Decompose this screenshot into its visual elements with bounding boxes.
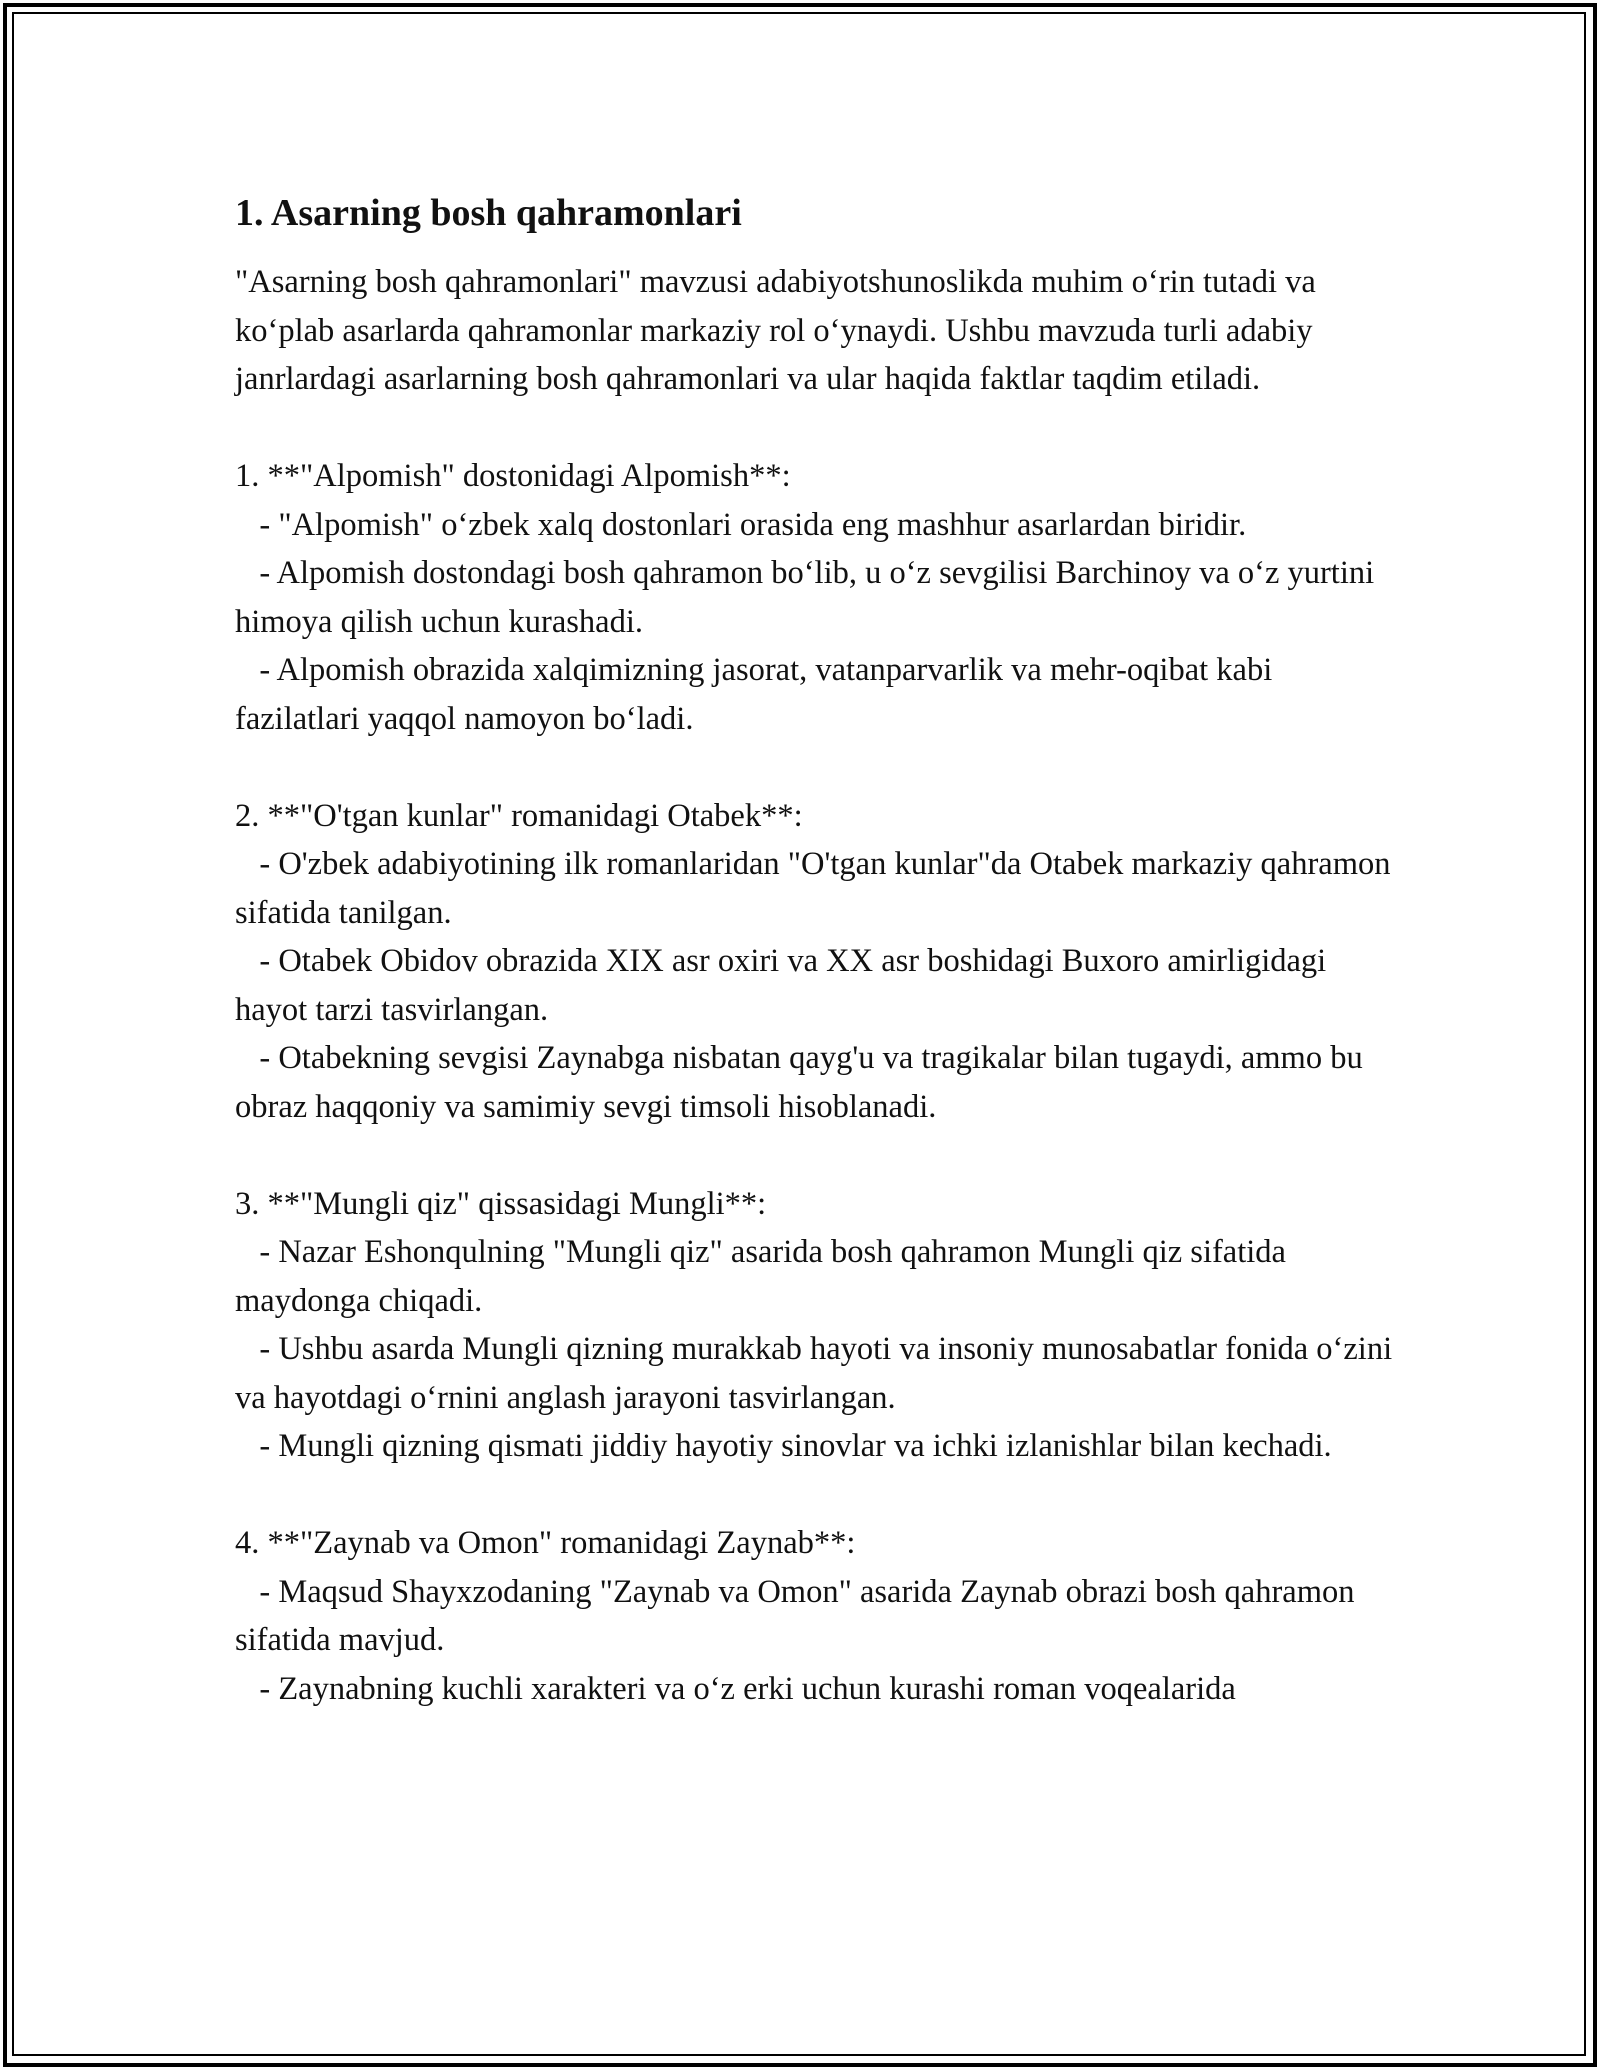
section-item: - Zaynabning kuchli xarakteri va o‘z erki uchun kurashi roman voqealarida [235, 1670, 1236, 1707]
document-body [235, 188, 1401, 1713]
section-heading: 3. **"Mungli qiz" qissasidagi Mungli**: [235, 1185, 767, 1222]
section-heading: 1. **"Alpomish" dostonidagi Alpomish**: [235, 458, 791, 494]
section-1 [235, 404, 1395, 744]
spacer [235, 404, 1395, 453]
section-item: - Nazar Eshonqulning "Mungli qiz" asarida bosh qahramon Mungli qiz sifatida maydonga chiqadi. [235, 1234, 1295, 1319]
spacer [235, 1131, 1395, 1180]
section-item: - Otabekning sevgisi Zaynabga nisbatan qayg'u va tragikalar bilan tugaydi, ammo bu obraz haqqoniy va samimiy sevgi timsoli hisoblanadi. [235, 1040, 1371, 1125]
section-4 [235, 1471, 1395, 1714]
spacer [235, 1471, 1395, 1520]
document-title: 1. Asarning bosh qahramonlari [235, 192, 742, 234]
section-heading: 4. **"Zaynab va Omon" romanidagi Zaynab**: [235, 1525, 856, 1561]
intro-paragraph: "Asarning bosh qahramonlari" mavzusi adabiyotshunoslikda muhim o‘rin tutadi va ko‘plab asarlarda qahramonlar markaziy rol o‘ynaydi. Ushbu mavzuda turli adabiy janrlardagi asarlarning bosh qahramonlari va ular haqida faktlar taqdim etiladi. [235, 264, 1316, 397]
section-3 [235, 1131, 1401, 1471]
section-item: - Mungli qizning qismati jiddiy hayotiy sinovlar va ichki izlanishlar bilan kechadi. [235, 1428, 1332, 1464]
section-item: - Ushbu asarda Mungli qizning murakkab hayoti va insoniy munosabatlar fonida o‘zini va hayotdagi o‘rnini anglash jarayoni tasvirlangan. [235, 1331, 1401, 1416]
section-item: - "Alpomish" o‘zbek xalq dostonlari orasida eng mashhur asarlardan biridir. [235, 506, 1247, 543]
section-item: - Maqsud Shayxzodaning "Zaynab va Omon" asarida Zaynab obrazi bosh qahramon sifatida mavjud. [235, 1573, 1363, 1658]
section-2 [235, 743, 1399, 1131]
section-heading: 2. **"O'tgan kunlar" romanidagi Otabek**: [235, 797, 803, 834]
section-item: - O'zbek adabiyotining ilk romanlaridan "O'tgan kunlar"da Otabek markaziy qahramon sifatida tanilgan. [235, 846, 1399, 931]
section-item: - Otabek Obidov obrazida XIX asr oxiri va XX asr boshidagi Buxoro amirligidagi hayot tarzi tasvirlangan. [235, 943, 1335, 1028]
section-item: - Alpomish dostondagi bosh qahramon bo‘lib, u o‘z sevgilisi Barchinoy va o‘z yurtini himoya qilish uchun kurashadi. [235, 555, 1383, 640]
spacer [235, 743, 1395, 792]
section-item: - Alpomish obrazida xalqimizning jasorat, vatanparvarlik va mehr-oqibat kabi fazilatlari yaqqol namoyon bo‘ladi. [235, 652, 1281, 737]
